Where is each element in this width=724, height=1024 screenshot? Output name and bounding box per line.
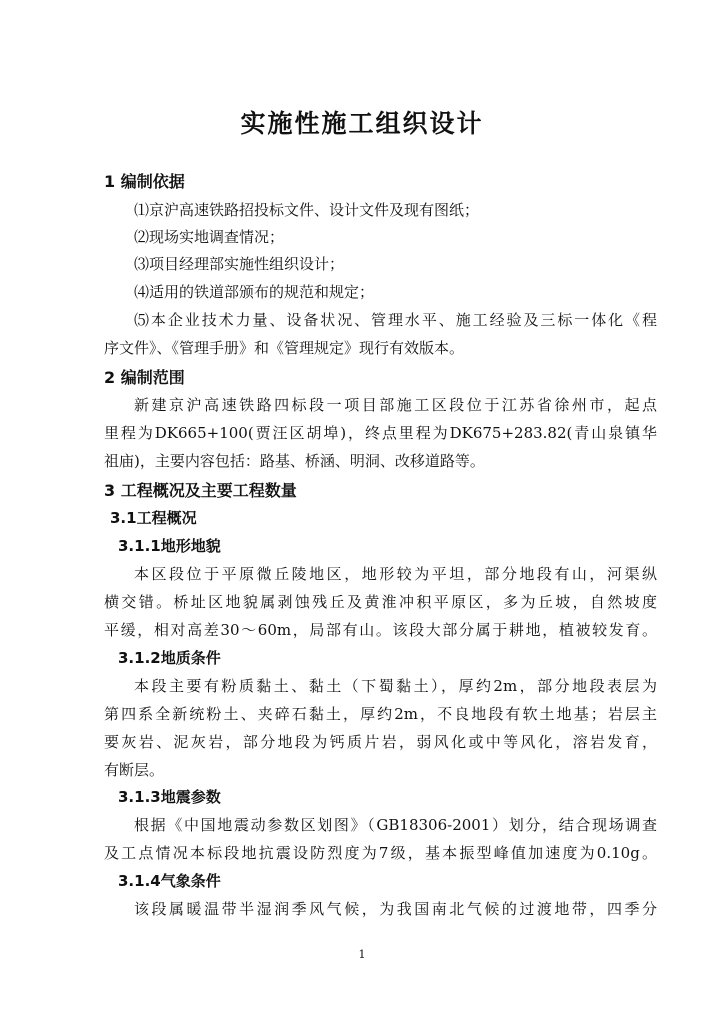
s2-line-2: 里程为DK665+100(贾汪区胡埠)，终点里程为DK675+283.82(青山泉镇华 (104, 424, 657, 442)
s313-line-1: 根据《中国地震动参数区划图》（GB18306-2001）划分，结合现场调查 (134, 816, 657, 834)
s312-line-3: 要灰岩、泥灰岩，部分地段为钙质片岩，弱风化或中等风化，溶岩发育， (104, 733, 657, 751)
s1-item-1: ⑴京沪高速铁路招投标文件、设计文件及现有图纸； (134, 201, 480, 219)
section-2-heading: 2 编制范围 (104, 368, 185, 387)
s1-item-4: ⑷适用的铁道部颁布的规范和规定； (134, 283, 375, 301)
section-3-1-3-heading: 3.1.3地震参数 (118, 788, 221, 806)
s2-line-3: 祖庙)，主要内容包括：路基、桥涵、明洞、改移道路等。 (104, 452, 485, 470)
section-3-1-2-heading: 3.1.2地质条件 (118, 649, 221, 667)
s1-item-2: ⑵现场实地调查情况； (134, 228, 285, 246)
section-3-1-4-heading: 3.1.4气象条件 (118, 872, 221, 890)
page-title: 实施性施工组织设计 (240, 109, 484, 138)
section-1-heading: 1 编制依据 (104, 172, 185, 191)
page-number: 1 (358, 948, 366, 961)
section-3-1-1-heading: 3.1.1地形地貌 (118, 537, 221, 555)
s313-line-2: 及工点情况本标段地抗震设防烈度为7级，基本振型峰值加速度为0.10g。 (104, 844, 657, 862)
s314-line-1: 该段属暖温带半湿润季风气候，为我国南北气候的过渡地带，四季分 (134, 900, 657, 918)
s311-line-3: 平缓，相对高差30～60m，局部有山。该段大部分属于耕地，植被较发育。 (104, 621, 657, 639)
s1-item-5: ⑸本企业技术力量、设备状况、管理水平、施工经验及三标一体化《程 (134, 311, 657, 329)
section-3-1-heading: 3.1工程概况 (110, 509, 197, 527)
s311-line-2: 横交错。桥址区地貌属剥蚀残丘及黄淮冲积平原区，多为丘坡，自然坡度 (104, 593, 657, 611)
s312-line-2: 第四系全新统粉土、夹碎石黏土，厚约2m，不良地段有软土地基；岩层主 (104, 705, 657, 723)
s1-item-3: ⑶项目经理部实施性组织设计； (134, 255, 345, 273)
s1-item-5-cont: 序文件》、《管理手册》和《管理规定》现行有效版本。 (104, 339, 465, 357)
s311-line-1: 本区段位于平原微丘陵地区，地形较为平坦，部分地段有山，河渠纵 (134, 565, 657, 583)
s2-line-1: 新建京沪高速铁路四标段一项目部施工区段位于江苏省徐州市，起点 (134, 396, 657, 414)
s312-line-1: 本段主要有粉质黏土、黏土（下蜀黏土），厚约2m，部分地段表层为 (134, 677, 657, 695)
s312-line-4: 有断层。 (104, 761, 165, 779)
section-3-heading: 3 工程概况及主要工程数量 (104, 481, 297, 500)
